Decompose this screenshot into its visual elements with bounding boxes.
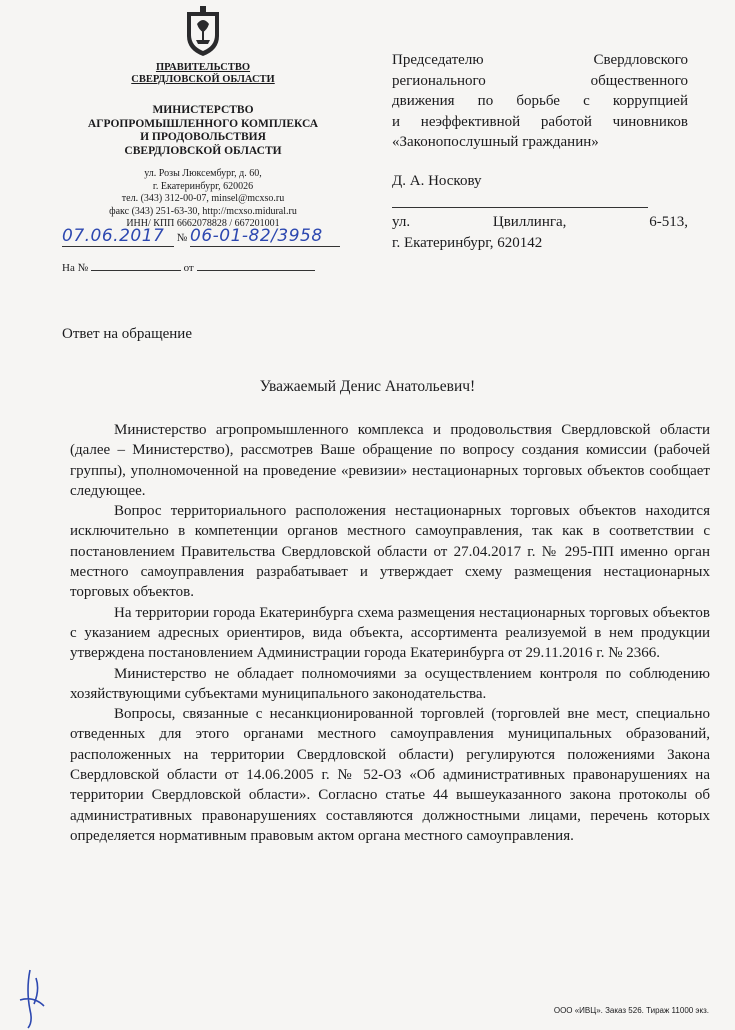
addressee-name: Д. А. Носкову	[392, 172, 482, 189]
body-paragraph: Министерство агропромышленного комплекса и продовольствия Свердловской области (далее – Министерство), рассмотрев Ваше обращение по вопросу создания комиссии (рабочей группы), уполномоченной на проведение «ревизии» нестационарных торговых объектов сообщает следующее.	[70, 422, 710, 499]
ministry-contacts	[58, 168, 348, 231]
letterhead	[58, 6, 348, 231]
address-line: ул. Розы Люксембург, д. 60,	[144, 168, 262, 179]
fax-website: факс (343) 251-63-30, http://mcxso.midural.ru	[109, 205, 297, 217]
addressee-line: регионального общественного	[392, 72, 688, 89]
reference-from-label: от	[183, 262, 194, 274]
addressee-line: Председателю Свердловского	[392, 52, 688, 68]
body-paragraph: На территории города Екатеринбурга схема размещения нестационарных торговых объектов с указанием адресных ориентиров, вида объекта, ассортимента реализуемой в нем продукции утверждена постановлением Администрации города Екатеринбурга от 29.11.2016 г. № 2366.	[70, 604, 710, 662]
addressee-block	[392, 50, 688, 253]
registration-number: 06-01-82/3958	[190, 226, 340, 247]
coat-of-arms-icon	[183, 6, 223, 58]
addressee-underline	[392, 197, 648, 208]
inn-kpp: ИНН/ КПП 6662078828 / 667201001	[126, 218, 280, 229]
phone-email: тел. (343) 312-00-07, minsel@mcxso.ru	[121, 193, 285, 204]
government-title: ПРАВИТЕЛЬСТВО СВЕРДЛОВСКОЙ ОБЛАСТИ	[131, 62, 275, 85]
registration-line	[62, 226, 352, 247]
reference-label: На №	[62, 262, 89, 274]
street-number: 6-513,	[649, 214, 688, 230]
body-paragraph: Министерство не обладает полномочиями за осуществлением контроля по соблюдению хозяйствующими субъектами муниципального законодательства.	[70, 665, 710, 702]
letter-greeting: Уважаемый Денис Анатольевич!	[259, 378, 476, 395]
registration-number-label: №	[176, 232, 188, 244]
street-prefix: ул.	[392, 214, 411, 230]
reference-date-blank	[197, 260, 315, 271]
signature-mark	[0, 960, 60, 1030]
ministry-title: МИНИСТЕРСТВО АГРОПРОМЫШЛЕННОГО КОМПЛЕКСА И ПРОДОВОЛЬСТВИЯ СВЕРДЛОВСКОЙ ОБЛАСТИ	[87, 104, 319, 157]
body-paragraph: Вопросы, связанные с несанкционированной торговлей (торговлей вне мест, специально отведенных для этого органами местного самоуправления муниципальных образований, расположенных на территории Свердловской области) регулируются положениями Закона Свердловской области от 14.06.2005 г. № 52-ОЗ «Об административных правонарушениях на территории Свердловской области». Согласно статье 44 вышеуказанного закона протоколы об административных правонарушениях составляются должностными лицами, перечень которых определяется нормативным правовым актом органа местного самоуправления.	[70, 706, 710, 844]
addressee-city: г. Екатеринбург, 620142	[392, 234, 543, 251]
addressee-line: движения по борьбе с коррупцией	[392, 93, 688, 109]
addressee-line: «Законопослушный гражданин»	[392, 134, 599, 150]
addressee-street	[392, 212, 688, 233]
print-footer: ООО «ИВЦ». Заказ 526. Тираж 11000 экз.	[553, 1006, 709, 1015]
letter-body	[70, 420, 710, 846]
street-name: Цвиллинга,	[492, 214, 567, 230]
registration-date: 07.06.2017	[62, 226, 174, 247]
reference-line	[62, 260, 352, 274]
reference-number-blank	[91, 260, 181, 271]
addressee-line: и неэффективной работой чиновников	[392, 113, 688, 130]
address-city: г. Екатеринбург, 620026	[152, 180, 254, 192]
letter-subject: Ответ на обращение	[62, 326, 192, 342]
body-paragraph: Вопрос территориального расположения нестационарных торговых объектов находится исключительно в компетенции органов местного самоуправления, так как в соответствии с постановлением Правительства Свердловской области от 27.04.2017 г. № 295-ПП именно орган местного самоуправления разрабатывает и утверждает схему размещения нестационарных торговых объектов.	[70, 503, 710, 601]
